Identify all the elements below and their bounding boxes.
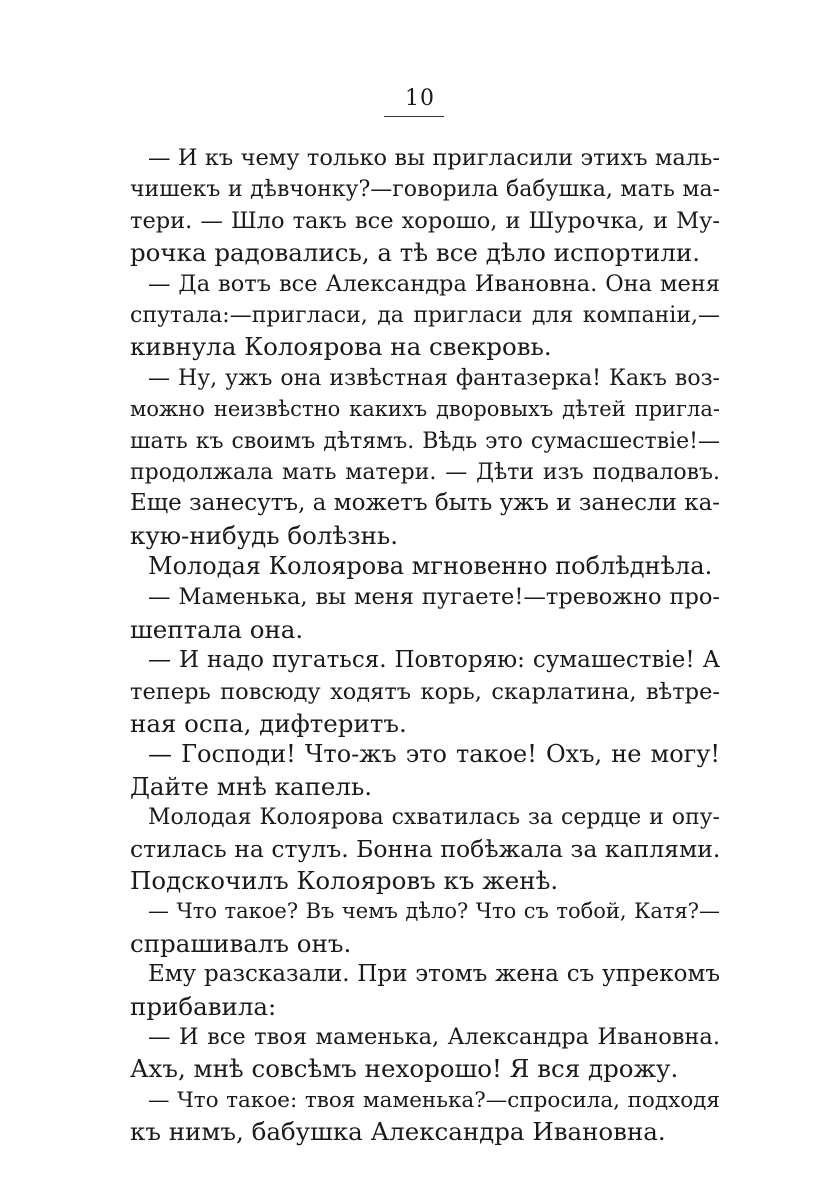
text-line: Ему разсказали. При этомъ жена съ упрекомъ — [148, 961, 720, 988]
text-line: стилась на стулъ. Бонна побѣжала за каплями. — [130, 834, 720, 863]
text-line: Подскочилъ Колояровъ къ женѣ. — [130, 865, 559, 895]
text-line: чишекъ и дѣвчонку?—говорила бабушка, мать ма- — [130, 177, 720, 203]
text-line: — Маменька, вы меня пугаете!—тревожно про- — [148, 584, 720, 611]
text-line: — Ну, ужъ она извѣстная фантазерка! Какъ воз- — [148, 365, 720, 391]
text-line: Ахъ, мнѣ совсѣмъ нехорошо! Я вся дрожу. — [130, 1054, 679, 1084]
text-line: Дайте мнѣ капель. — [130, 771, 373, 801]
text-line: — И все твоя маменька, Александра Ивановна. — [148, 1023, 720, 1050]
text-line: продолжала мать матери. — Дѣти изъ подваловъ. — [130, 459, 720, 485]
text-line: ная оспа, дифтеритъ. — [130, 709, 407, 739]
text-line: тери. — Шло такъ все хорошо, и Шурочка, и Му- — [130, 207, 720, 234]
text-line: спрашивалъ онъ. — [130, 928, 352, 958]
text-line: можно неизвѣстно какихъ дворовыхъ дѣтей пригла- — [130, 397, 720, 422]
text-line: кую-нибудь болѣзнь. — [130, 520, 399, 550]
text-line: рочка радовались, а тѣ все дѣло испортили. — [130, 238, 701, 268]
text-line: Еще занесутъ, а можетъ быть ужъ и занесли ка- — [130, 490, 720, 517]
text-line: къ нимъ, бабушка Александра Ивановна. — [130, 1117, 666, 1147]
text-line: прибавила: — [130, 991, 277, 1021]
text-line: теперь повсюду ходятъ корь, скарлатина, вѣтре- — [130, 678, 720, 705]
text-line: шептала она. — [130, 614, 304, 644]
body-text — [130, 143, 720, 1148]
text-line: Молодая Колоярова мгновенно поблѣднѣла. — [148, 552, 713, 581]
text-line: спутала:—пригласи, да пригласи для компаніи,— — [130, 302, 720, 328]
text-line: Молодая Колоярова схватилась за сердце и опу- — [148, 805, 720, 831]
text-line: — Что такое? Въ чемъ дѣло? Что съ тобой, Катя?— — [148, 899, 720, 924]
text-line: — И къ чему только вы пригласили этихъ маль- — [148, 145, 720, 171]
text-line: шать къ своимъ дѣтямъ. Вѣдь это сумасшествіе!— — [130, 428, 720, 454]
text-line: — Господи! Что-жъ это такое! Охъ, не могу! — [148, 740, 720, 769]
text-line: кивнула Колоярова на свекровь. — [130, 332, 552, 362]
text-line: — И надо пугаться. Повторяю: сумашествіе! А — [148, 647, 720, 674]
text-line: — Да вотъ все Александра Ивановна. Она меня — [148, 270, 720, 297]
page-number-rule — [384, 116, 444, 117]
page-number: 10 — [405, 86, 435, 111]
text-line: — Что такое: твоя маменька?—спросила, подходя — [148, 1087, 720, 1113]
